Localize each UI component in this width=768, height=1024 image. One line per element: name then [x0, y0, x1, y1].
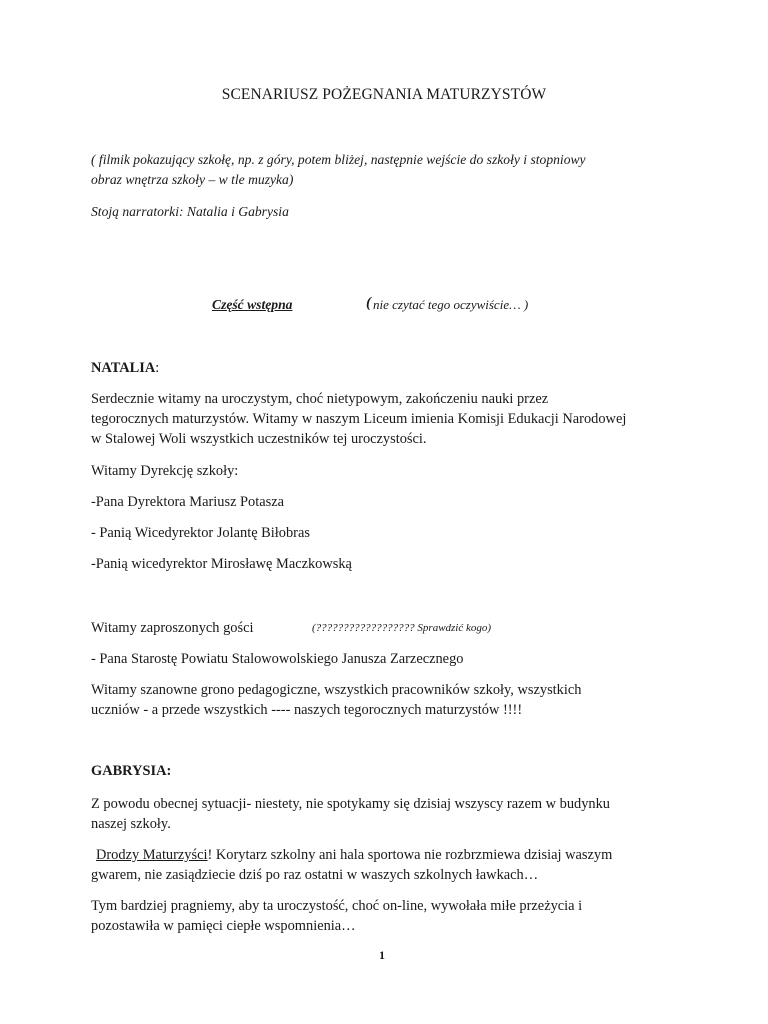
welcome-management: Witamy Dyrekcję szkoły: [91, 463, 239, 479]
starost-line: - Pana Starostę Powiatu Stalowowolskiego Janusza Zarzecznego [91, 651, 464, 667]
narrators-line: Stoją narratorki: Natalia i Gabrysia [91, 204, 289, 219]
gabrysia-p2-line-2: gwarem, nie zasiądziecie dziś po raz ostatni w waszych szkolnych ławkach… [91, 867, 539, 883]
gabrysia-p3-line-2: pozostawiła w pamięci ciepłe wspomnienia… [91, 918, 356, 934]
section-note: nie czytać tego oczywiście… ) [373, 297, 529, 312]
drodzy-maturzysci-text: Drodzy Maturzyści [96, 847, 208, 863]
guests-note: (?????????????????? Sprawdzić kogo) [312, 622, 492, 634]
vice-director-2-line: -Panią wicedyrektor Mirosławę Maczkowską [91, 556, 352, 572]
document-title: SCENARIUSZ POŻEGNANIA MATURZYSTÓW [221, 86, 547, 103]
staff-line-2: uczniów - a przede wszystkich ---- naszych tegorocznych maturzystów !!!! [91, 702, 523, 718]
stage-direction-line-1: ( filmik pokazujący szkołę, np. z góry, potem bliżej, następnie wejście do szkoły i stopniowy [91, 152, 586, 167]
welcome-guests: Witamy zaproszonych gości [91, 620, 254, 636]
stage-direction-line-2: obraz wnętrza szkoły – w tle muzyka) [91, 172, 294, 187]
director-line: -Pana Dyrektora Mariusz Potasza [91, 494, 285, 510]
staff-line-1: Witamy szanowne grono pedagogiczne, wszystkich pracowników szkoły, wszystkich [91, 682, 582, 698]
section-note-paren: ( [366, 295, 371, 311]
gabrysia-p2-rest: ! Korytarz szkolny ani hala sportowa nie rozbrzmiewa dzisiaj waszym [207, 847, 613, 863]
speaker-natalia: NATALIA [91, 360, 156, 376]
section-title: Część wstępna [212, 297, 293, 312]
natalia-p1-line-2: tegorocznych maturzystów. Witamy w naszym Liceum imienia Komisji Edukacji Narodowej [91, 411, 627, 427]
gabrysia-p3-line-1: Tym bardziej pragniemy, aby ta uroczystość, choć on-line, wywołała miłe przeżycia i [91, 898, 583, 914]
speaker-gabrysia: GABRYSIA: [91, 763, 172, 779]
gabrysia-p2-line-1 [96, 845, 612, 865]
gabrysia-p1-line-2: naszej szkoły. [91, 816, 171, 832]
speaker-natalia-colon: : [155, 360, 160, 376]
gabrysia-p1-line-1: Z powodu obecnej sytuacji- niestety, nie spotykamy się dzisiaj wszyscy razem w budynku [91, 796, 611, 812]
page-number: 1 [379, 948, 385, 962]
natalia-p1-line-1: Serdecznie witamy na uroczystym, choć nietypowym, zakończeniu nauki przez [91, 391, 549, 407]
speaker-natalia-wrap [91, 358, 159, 378]
vice-director-1-line: - Panią Wicedyrektor Jolantę Biłobras [91, 525, 310, 541]
natalia-p1-line-3: w Stalowej Woli wszystkich uczestników tej uroczystości. [91, 431, 427, 447]
